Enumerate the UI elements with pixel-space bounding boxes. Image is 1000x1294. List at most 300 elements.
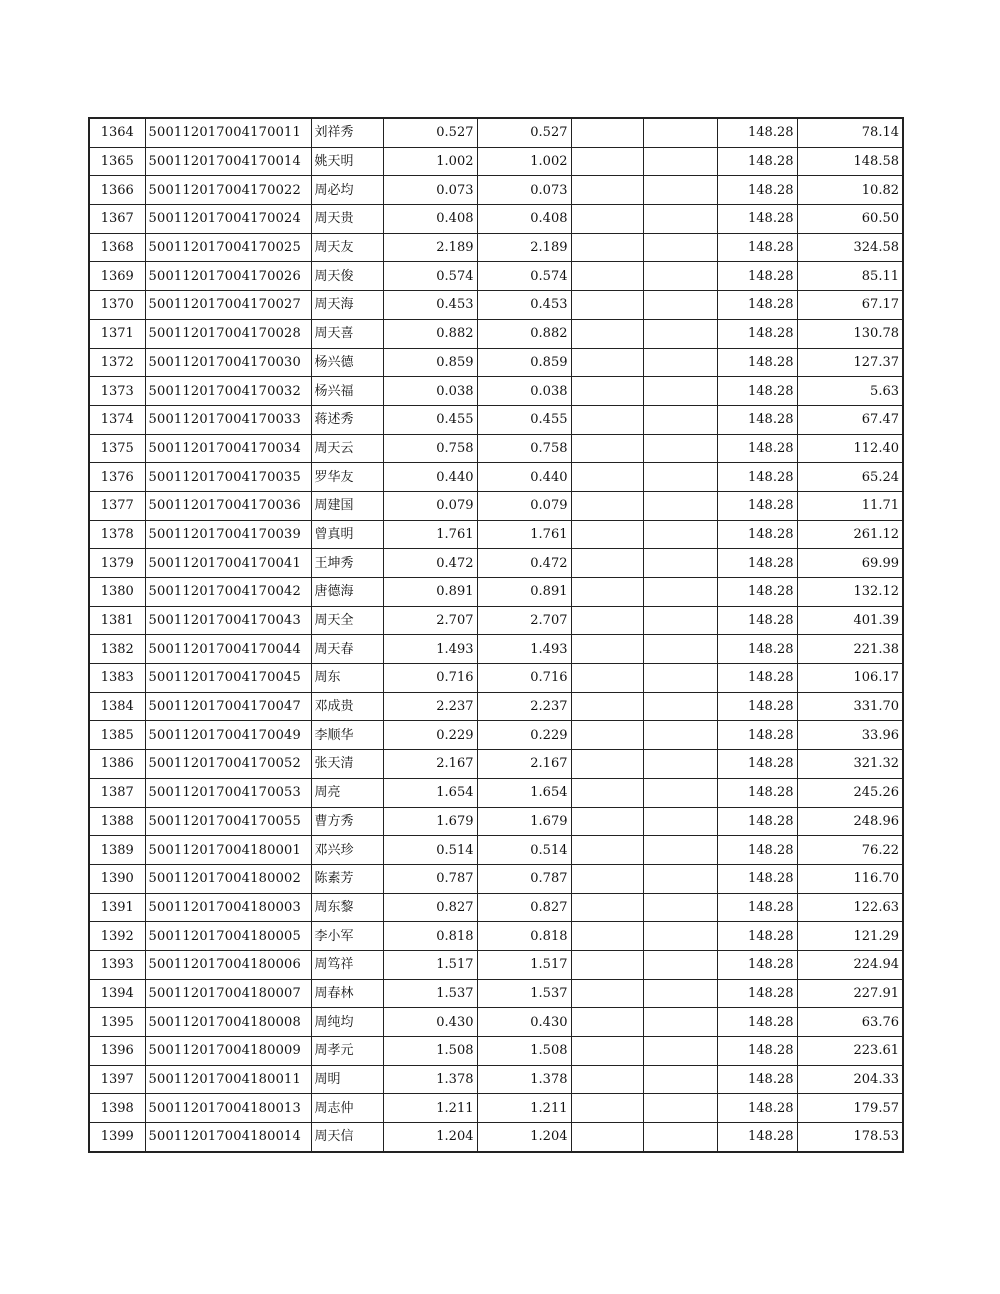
area-cell: 0.859	[383, 348, 477, 377]
parcel-code-cell: 500112017004180013	[145, 1094, 311, 1123]
table-row	[89, 1123, 903, 1152]
area-confirmed-cell: 0.038	[477, 377, 571, 406]
unit-price-cell: 148.28	[717, 692, 797, 721]
row-number-cell: 1399	[89, 1123, 145, 1152]
table-row	[89, 491, 903, 520]
unit-price-cell: 148.28	[717, 836, 797, 865]
area-cell: 0.079	[383, 491, 477, 520]
empty-cell	[571, 635, 643, 664]
area-confirmed-cell: 1.679	[477, 807, 571, 836]
empty-cell	[571, 807, 643, 836]
amount-cell: 63.76	[797, 1008, 903, 1037]
row-number-cell: 1364	[89, 118, 145, 147]
area-cell: 0.455	[383, 405, 477, 434]
parcel-code-cell: 500112017004170026	[145, 262, 311, 291]
area-cell: 1.508	[383, 1037, 477, 1066]
empty-cell	[643, 291, 717, 320]
empty-cell	[643, 893, 717, 922]
owner-name-cell: 周亮	[311, 778, 383, 807]
table-row	[89, 205, 903, 234]
empty-cell	[643, 922, 717, 951]
empty-cell	[643, 176, 717, 205]
row-number-cell: 1396	[89, 1037, 145, 1066]
parcel-code-cell: 500112017004170052	[145, 750, 311, 779]
amount-cell: 122.63	[797, 893, 903, 922]
empty-cell	[571, 979, 643, 1008]
area-cell: 0.472	[383, 549, 477, 578]
owner-name-cell: 周笃祥	[311, 950, 383, 979]
empty-cell	[571, 233, 643, 262]
row-number-cell: 1383	[89, 664, 145, 693]
area-confirmed-cell: 0.408	[477, 205, 571, 234]
owner-name-cell: 周必均	[311, 176, 383, 205]
unit-price-cell: 148.28	[717, 721, 797, 750]
parcel-code-cell: 500112017004170033	[145, 405, 311, 434]
unit-price-cell: 148.28	[717, 1123, 797, 1152]
parcel-code-cell: 500112017004170047	[145, 692, 311, 721]
owner-name-cell: 周天友	[311, 233, 383, 262]
area-cell: 1.537	[383, 979, 477, 1008]
area-cell: 0.818	[383, 922, 477, 951]
row-number-cell: 1366	[89, 176, 145, 205]
amount-cell: 76.22	[797, 836, 903, 865]
empty-cell	[571, 664, 643, 693]
area-confirmed-cell: 0.758	[477, 434, 571, 463]
parcel-code-cell: 500112017004170034	[145, 434, 311, 463]
unit-price-cell: 148.28	[717, 1094, 797, 1123]
parcel-code-cell: 500112017004170028	[145, 319, 311, 348]
table-row	[89, 463, 903, 492]
unit-price-cell: 148.28	[717, 606, 797, 635]
area-confirmed-cell: 2.707	[477, 606, 571, 635]
empty-cell	[643, 578, 717, 607]
row-number-cell: 1381	[89, 606, 145, 635]
table-row	[89, 1094, 903, 1123]
table-row	[89, 319, 903, 348]
amount-cell: 227.91	[797, 979, 903, 1008]
owner-name-cell: 周明	[311, 1065, 383, 1094]
parcel-code-cell: 500112017004170049	[145, 721, 311, 750]
area-confirmed-cell: 0.787	[477, 864, 571, 893]
unit-price-cell: 148.28	[717, 635, 797, 664]
table-row	[89, 118, 903, 147]
row-number-cell: 1375	[89, 434, 145, 463]
amount-cell: 60.50	[797, 205, 903, 234]
amount-cell: 401.39	[797, 606, 903, 635]
empty-cell	[571, 778, 643, 807]
unit-price-cell: 148.28	[717, 463, 797, 492]
table-row	[89, 434, 903, 463]
parcel-code-cell: 500112017004170035	[145, 463, 311, 492]
row-number-cell: 1372	[89, 348, 145, 377]
owner-name-cell: 曾真明	[311, 520, 383, 549]
area-cell: 0.440	[383, 463, 477, 492]
owner-name-cell: 周天全	[311, 606, 383, 635]
area-cell: 0.514	[383, 836, 477, 865]
parcel-code-cell: 500112017004170039	[145, 520, 311, 549]
empty-cell	[643, 864, 717, 893]
area-cell: 0.408	[383, 205, 477, 234]
row-number-cell: 1370	[89, 291, 145, 320]
empty-cell	[643, 118, 717, 147]
row-number-cell: 1387	[89, 778, 145, 807]
amount-cell: 132.12	[797, 578, 903, 607]
area-confirmed-cell: 1.537	[477, 979, 571, 1008]
amount-cell: 178.53	[797, 1123, 903, 1152]
area-cell: 1.002	[383, 147, 477, 176]
amount-cell: 112.40	[797, 434, 903, 463]
area-cell: 0.758	[383, 434, 477, 463]
empty-cell	[571, 1094, 643, 1123]
area-confirmed-cell: 1.493	[477, 635, 571, 664]
empty-cell	[571, 692, 643, 721]
parcel-code-cell: 500112017004170044	[145, 635, 311, 664]
empty-cell	[571, 1008, 643, 1037]
area-cell: 0.574	[383, 262, 477, 291]
table-row	[89, 1037, 903, 1066]
parcel-code-cell: 500112017004170024	[145, 205, 311, 234]
owner-name-cell: 周东	[311, 664, 383, 693]
amount-cell: 116.70	[797, 864, 903, 893]
table-row	[89, 549, 903, 578]
row-number-cell: 1367	[89, 205, 145, 234]
area-cell: 0.527	[383, 118, 477, 147]
owner-name-cell: 周天俊	[311, 262, 383, 291]
area-confirmed-cell: 0.827	[477, 893, 571, 922]
empty-cell	[643, 692, 717, 721]
empty-cell	[571, 319, 643, 348]
empty-cell	[571, 205, 643, 234]
row-number-cell: 1389	[89, 836, 145, 865]
empty-cell	[643, 405, 717, 434]
row-number-cell: 1386	[89, 750, 145, 779]
amount-cell: 10.82	[797, 176, 903, 205]
row-number-cell: 1378	[89, 520, 145, 549]
owner-name-cell: 周春林	[311, 979, 383, 1008]
unit-price-cell: 148.28	[717, 434, 797, 463]
empty-cell	[571, 922, 643, 951]
empty-cell	[571, 836, 643, 865]
amount-cell: 179.57	[797, 1094, 903, 1123]
area-confirmed-cell: 0.514	[477, 836, 571, 865]
empty-cell	[643, 778, 717, 807]
table-row	[89, 377, 903, 406]
unit-price-cell: 148.28	[717, 147, 797, 176]
empty-cell	[643, 1123, 717, 1152]
area-confirmed-cell: 1.517	[477, 950, 571, 979]
area-cell: 0.882	[383, 319, 477, 348]
area-cell: 1.517	[383, 950, 477, 979]
empty-cell	[643, 233, 717, 262]
parcel-code-cell: 500112017004180009	[145, 1037, 311, 1066]
owner-name-cell: 罗华友	[311, 463, 383, 492]
unit-price-cell: 148.28	[717, 893, 797, 922]
empty-cell	[643, 205, 717, 234]
row-number-cell: 1395	[89, 1008, 145, 1037]
row-number-cell: 1379	[89, 549, 145, 578]
unit-price-cell: 148.28	[717, 262, 797, 291]
row-number-cell: 1374	[89, 405, 145, 434]
area-cell: 1.679	[383, 807, 477, 836]
row-number-cell: 1391	[89, 893, 145, 922]
parcel-code-cell: 500112017004170030	[145, 348, 311, 377]
area-confirmed-cell: 1.211	[477, 1094, 571, 1123]
area-confirmed-cell: 0.574	[477, 262, 571, 291]
unit-price-cell: 148.28	[717, 348, 797, 377]
area-cell: 0.891	[383, 578, 477, 607]
unit-price-cell: 148.28	[717, 377, 797, 406]
parcel-code-cell: 500112017004170042	[145, 578, 311, 607]
table-row	[89, 721, 903, 750]
empty-cell	[643, 1094, 717, 1123]
parcel-code-cell: 500112017004180001	[145, 836, 311, 865]
owner-name-cell: 周天海	[311, 291, 383, 320]
area-confirmed-cell: 1.002	[477, 147, 571, 176]
amount-cell: 221.38	[797, 635, 903, 664]
amount-cell: 67.47	[797, 405, 903, 434]
area-cell: 1.493	[383, 635, 477, 664]
amount-cell: 148.58	[797, 147, 903, 176]
parcel-code-cell: 500112017004170014	[145, 147, 311, 176]
area-cell: 1.211	[383, 1094, 477, 1123]
empty-cell	[643, 377, 717, 406]
owner-name-cell: 李小军	[311, 922, 383, 951]
area-cell: 2.237	[383, 692, 477, 721]
table-row	[89, 176, 903, 205]
empty-cell	[643, 348, 717, 377]
table-row	[89, 520, 903, 549]
table-row	[89, 606, 903, 635]
records-table	[88, 117, 904, 1153]
area-confirmed-cell: 0.453	[477, 291, 571, 320]
table-row	[89, 578, 903, 607]
area-confirmed-cell: 1.508	[477, 1037, 571, 1066]
area-cell: 1.654	[383, 778, 477, 807]
parcel-code-cell: 500112017004170036	[145, 491, 311, 520]
owner-name-cell: 李顺华	[311, 721, 383, 750]
empty-cell	[571, 750, 643, 779]
unit-price-cell: 148.28	[717, 319, 797, 348]
row-number-cell: 1390	[89, 864, 145, 893]
area-confirmed-cell: 0.716	[477, 664, 571, 693]
owner-name-cell: 杨兴福	[311, 377, 383, 406]
empty-cell	[571, 434, 643, 463]
unit-price-cell: 148.28	[717, 1065, 797, 1094]
owner-name-cell: 张天清	[311, 750, 383, 779]
area-confirmed-cell: 0.472	[477, 549, 571, 578]
empty-cell	[571, 1123, 643, 1152]
area-cell: 1.378	[383, 1065, 477, 1094]
row-number-cell: 1397	[89, 1065, 145, 1094]
empty-cell	[643, 520, 717, 549]
table-row	[89, 750, 903, 779]
area-cell: 0.453	[383, 291, 477, 320]
unit-price-cell: 148.28	[717, 950, 797, 979]
amount-cell: 106.17	[797, 664, 903, 693]
table-row	[89, 692, 903, 721]
empty-cell	[571, 118, 643, 147]
row-number-cell: 1393	[89, 950, 145, 979]
empty-cell	[643, 491, 717, 520]
parcel-code-cell: 500112017004170045	[145, 664, 311, 693]
amount-cell: 85.11	[797, 262, 903, 291]
owner-name-cell: 刘祥秀	[311, 118, 383, 147]
empty-cell	[571, 578, 643, 607]
unit-price-cell: 148.28	[717, 750, 797, 779]
owner-name-cell: 蒋述秀	[311, 405, 383, 434]
empty-cell	[571, 262, 643, 291]
empty-cell	[571, 864, 643, 893]
area-confirmed-cell: 0.882	[477, 319, 571, 348]
table-row	[89, 1065, 903, 1094]
unit-price-cell: 148.28	[717, 233, 797, 262]
unit-price-cell: 148.28	[717, 491, 797, 520]
amount-cell: 127.37	[797, 348, 903, 377]
amount-cell: 65.24	[797, 463, 903, 492]
table-row	[89, 922, 903, 951]
owner-name-cell: 唐德海	[311, 578, 383, 607]
parcel-code-cell: 500112017004170043	[145, 606, 311, 635]
owner-name-cell: 邓兴珍	[311, 836, 383, 865]
table-body	[89, 118, 903, 1152]
amount-cell: 130.78	[797, 319, 903, 348]
table-row	[89, 807, 903, 836]
row-number-cell: 1369	[89, 262, 145, 291]
unit-price-cell: 148.28	[717, 578, 797, 607]
unit-price-cell: 148.28	[717, 405, 797, 434]
empty-cell	[571, 721, 643, 750]
unit-price-cell: 148.28	[717, 205, 797, 234]
table-row	[89, 893, 903, 922]
empty-cell	[643, 750, 717, 779]
area-cell: 0.716	[383, 664, 477, 693]
unit-price-cell: 148.28	[717, 664, 797, 693]
empty-cell	[571, 291, 643, 320]
area-confirmed-cell: 0.455	[477, 405, 571, 434]
unit-price-cell: 148.28	[717, 1037, 797, 1066]
parcel-code-cell: 500112017004180008	[145, 1008, 311, 1037]
owner-name-cell: 周天春	[311, 635, 383, 664]
area-confirmed-cell: 2.237	[477, 692, 571, 721]
empty-cell	[643, 1008, 717, 1037]
table-row	[89, 979, 903, 1008]
parcel-code-cell: 500112017004170055	[145, 807, 311, 836]
empty-cell	[571, 893, 643, 922]
row-number-cell: 1376	[89, 463, 145, 492]
area-cell: 0.827	[383, 893, 477, 922]
table-row	[89, 836, 903, 865]
empty-cell	[643, 664, 717, 693]
owner-name-cell: 周天云	[311, 434, 383, 463]
owner-name-cell: 陈素芳	[311, 864, 383, 893]
empty-cell	[643, 1037, 717, 1066]
area-confirmed-cell: 0.818	[477, 922, 571, 951]
unit-price-cell: 148.28	[717, 1008, 797, 1037]
amount-cell: 331.70	[797, 692, 903, 721]
area-cell: 2.189	[383, 233, 477, 262]
area-cell: 0.430	[383, 1008, 477, 1037]
empty-cell	[643, 721, 717, 750]
empty-cell	[643, 319, 717, 348]
table-row	[89, 664, 903, 693]
empty-cell	[643, 836, 717, 865]
unit-price-cell: 148.28	[717, 864, 797, 893]
area-cell: 1.204	[383, 1123, 477, 1152]
area-confirmed-cell: 1.761	[477, 520, 571, 549]
area-confirmed-cell: 0.073	[477, 176, 571, 205]
amount-cell: 223.61	[797, 1037, 903, 1066]
owner-name-cell: 周天喜	[311, 319, 383, 348]
amount-cell: 324.58	[797, 233, 903, 262]
area-cell: 0.073	[383, 176, 477, 205]
parcel-code-cell: 500112017004180003	[145, 893, 311, 922]
unit-price-cell: 148.28	[717, 549, 797, 578]
amount-cell: 248.96	[797, 807, 903, 836]
parcel-code-cell: 500112017004170041	[145, 549, 311, 578]
amount-cell: 67.17	[797, 291, 903, 320]
empty-cell	[643, 463, 717, 492]
unit-price-cell: 148.28	[717, 979, 797, 1008]
parcel-code-cell: 500112017004180011	[145, 1065, 311, 1094]
row-number-cell: 1371	[89, 319, 145, 348]
parcel-code-cell: 500112017004180014	[145, 1123, 311, 1152]
owner-name-cell: 周东黎	[311, 893, 383, 922]
owner-name-cell: 周天贵	[311, 205, 383, 234]
owner-name-cell: 周孝元	[311, 1037, 383, 1066]
empty-cell	[643, 434, 717, 463]
empty-cell	[643, 549, 717, 578]
table-row	[89, 405, 903, 434]
table-row	[89, 291, 903, 320]
area-confirmed-cell: 0.079	[477, 491, 571, 520]
area-confirmed-cell: 2.189	[477, 233, 571, 262]
table-row	[89, 233, 903, 262]
owner-name-cell: 曹方秀	[311, 807, 383, 836]
table-row	[89, 147, 903, 176]
area-confirmed-cell: 0.440	[477, 463, 571, 492]
area-confirmed-cell: 1.654	[477, 778, 571, 807]
owner-name-cell: 姚天明	[311, 147, 383, 176]
table-row	[89, 950, 903, 979]
empty-cell	[571, 1037, 643, 1066]
parcel-code-cell: 500112017004180002	[145, 864, 311, 893]
amount-cell: 69.99	[797, 549, 903, 578]
amount-cell: 33.96	[797, 721, 903, 750]
area-cell: 0.229	[383, 721, 477, 750]
area-confirmed-cell: 0.430	[477, 1008, 571, 1037]
row-number-cell: 1373	[89, 377, 145, 406]
area-confirmed-cell: 0.891	[477, 578, 571, 607]
empty-cell	[643, 1065, 717, 1094]
row-number-cell: 1377	[89, 491, 145, 520]
empty-cell	[571, 176, 643, 205]
parcel-code-cell: 500112017004180005	[145, 922, 311, 951]
unit-price-cell: 148.28	[717, 118, 797, 147]
empty-cell	[571, 520, 643, 549]
area-cell: 1.761	[383, 520, 477, 549]
empty-cell	[571, 147, 643, 176]
empty-cell	[571, 463, 643, 492]
area-cell: 2.707	[383, 606, 477, 635]
area-cell: 2.167	[383, 750, 477, 779]
empty-cell	[571, 549, 643, 578]
amount-cell: 245.26	[797, 778, 903, 807]
empty-cell	[571, 348, 643, 377]
parcel-code-cell: 500112017004170032	[145, 377, 311, 406]
row-number-cell: 1385	[89, 721, 145, 750]
owner-name-cell: 邓成贵	[311, 692, 383, 721]
empty-cell	[571, 491, 643, 520]
